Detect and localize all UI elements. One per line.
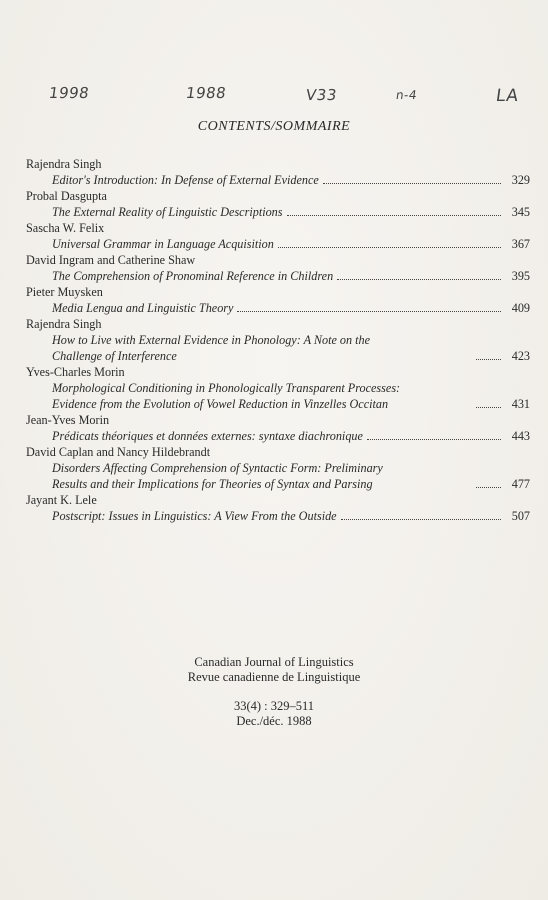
toc-entry [26, 220, 530, 252]
toc-entry [26, 284, 530, 316]
entry-page: 329 [511, 173, 530, 187]
entry-title: The External Reality of Linguistic Descriptions [52, 205, 283, 219]
table-of-contents [26, 156, 530, 524]
toc-entry [26, 156, 530, 188]
entry-author: Rajendra Singh [26, 317, 102, 331]
entry-page: 409 [511, 301, 530, 315]
handwritten-annotations [0, 84, 548, 114]
entry-author: Pieter Muysken [26, 285, 103, 299]
toc-entry [26, 492, 530, 524]
entry-work[interactable] [26, 332, 530, 364]
journal-volume: 33(4) : 329–511 [233, 699, 315, 713]
journal-name-english: Canadian Journal of Linguistics [194, 655, 354, 669]
entry-page: 367 [511, 237, 530, 251]
entry-page: 395 [511, 269, 530, 283]
entry-author: Yves-Charles Morin [26, 365, 125, 379]
entry-page: 345 [511, 205, 530, 219]
entry-author: Jean-Yves Morin [26, 413, 110, 427]
entry-work[interactable] [26, 428, 530, 444]
entry-title [52, 332, 472, 364]
entry-title: Postscript: Issues in Linguistics: A View From the Outside [52, 509, 337, 523]
entry-work[interactable] [26, 508, 530, 524]
dot-leader [287, 214, 501, 216]
dot-leader [323, 182, 501, 184]
entry-author: Rajendra Singh [26, 157, 102, 171]
dot-leader [237, 310, 501, 312]
dot-leader [278, 246, 501, 248]
entry-title: Media Lengua and Linguistic Theory [52, 301, 234, 315]
dot-leader [367, 438, 501, 440]
entry-work[interactable] [26, 460, 530, 492]
journal-name-french: Revue canadienne de Linguistique [187, 670, 361, 684]
handwritten-note: 1988 [184, 84, 228, 102]
page-title: CONTENTS/SOMMAIRE [197, 119, 351, 134]
entry-title [52, 380, 472, 412]
dot-leader [476, 406, 501, 408]
entry-work[interactable] [26, 300, 530, 316]
toc-entry [26, 188, 530, 220]
entry-title-line: Morphological Conditioning in Phonologically Transparent Processes: [52, 381, 401, 395]
toc-entry [26, 252, 530, 284]
entry-page: 423 [511, 349, 530, 363]
handwritten-note: LA [494, 86, 520, 106]
spacer [0, 685, 548, 699]
entry-page: 477 [511, 477, 530, 491]
entry-title: The Comprehension of Pronominal Reference in Children [52, 269, 334, 283]
entry-author: Probal Dasgupta [26, 189, 107, 203]
journal-info [0, 655, 548, 729]
entry-title [52, 460, 472, 492]
entry-work[interactable] [26, 236, 530, 252]
dot-leader [341, 518, 501, 520]
entry-page: 507 [511, 509, 530, 523]
dot-leader [337, 278, 501, 280]
entry-author: Sascha W. Felix [26, 221, 105, 235]
entry-author: Jayant K. Lele [26, 493, 97, 507]
entry-title-line: Challenge of Interference [52, 349, 177, 363]
entry-author: David Ingram and Catherine Shaw [26, 253, 196, 267]
entry-title-line: Evidence from the Evolution of Vowel Reduction in Vinzelles Occitan [52, 397, 389, 411]
journal-date: Dec./déc. 1988 [236, 714, 312, 728]
entry-title-line: Results and their Implications for Theories of Syntax and Parsing [52, 477, 373, 491]
entry-title-line: Disorders Affecting Comprehension of Syntactic Form: Preliminary [52, 461, 383, 475]
toc-entry [26, 364, 530, 412]
entry-title: Universal Grammar in Language Acquisition [52, 237, 274, 251]
handwritten-note: n-4 [395, 88, 419, 102]
entry-title-line: How to Live with External Evidence in Phonology: A Note on the [52, 333, 371, 347]
handwritten-note: V33 [304, 86, 339, 104]
dot-leader [476, 358, 501, 360]
toc-entry [26, 444, 530, 492]
entry-author: David Caplan and Nancy Hildebrandt [26, 445, 211, 459]
entry-page: 443 [511, 429, 530, 443]
entry-work[interactable] [26, 172, 530, 188]
handwritten-note: 1998 [47, 84, 91, 102]
toc-entry [26, 316, 530, 364]
entry-work[interactable] [26, 268, 530, 284]
entry-title: Prédicats théoriques et données externes: syntaxe diachronique [52, 429, 363, 443]
toc-entry [26, 412, 530, 444]
entry-title: Editor's Introduction: In Defense of External Evidence [52, 173, 319, 187]
entry-work[interactable] [26, 380, 530, 412]
entry-page: 431 [511, 397, 530, 411]
dot-leader [476, 486, 501, 488]
entry-work[interactable] [26, 204, 530, 220]
